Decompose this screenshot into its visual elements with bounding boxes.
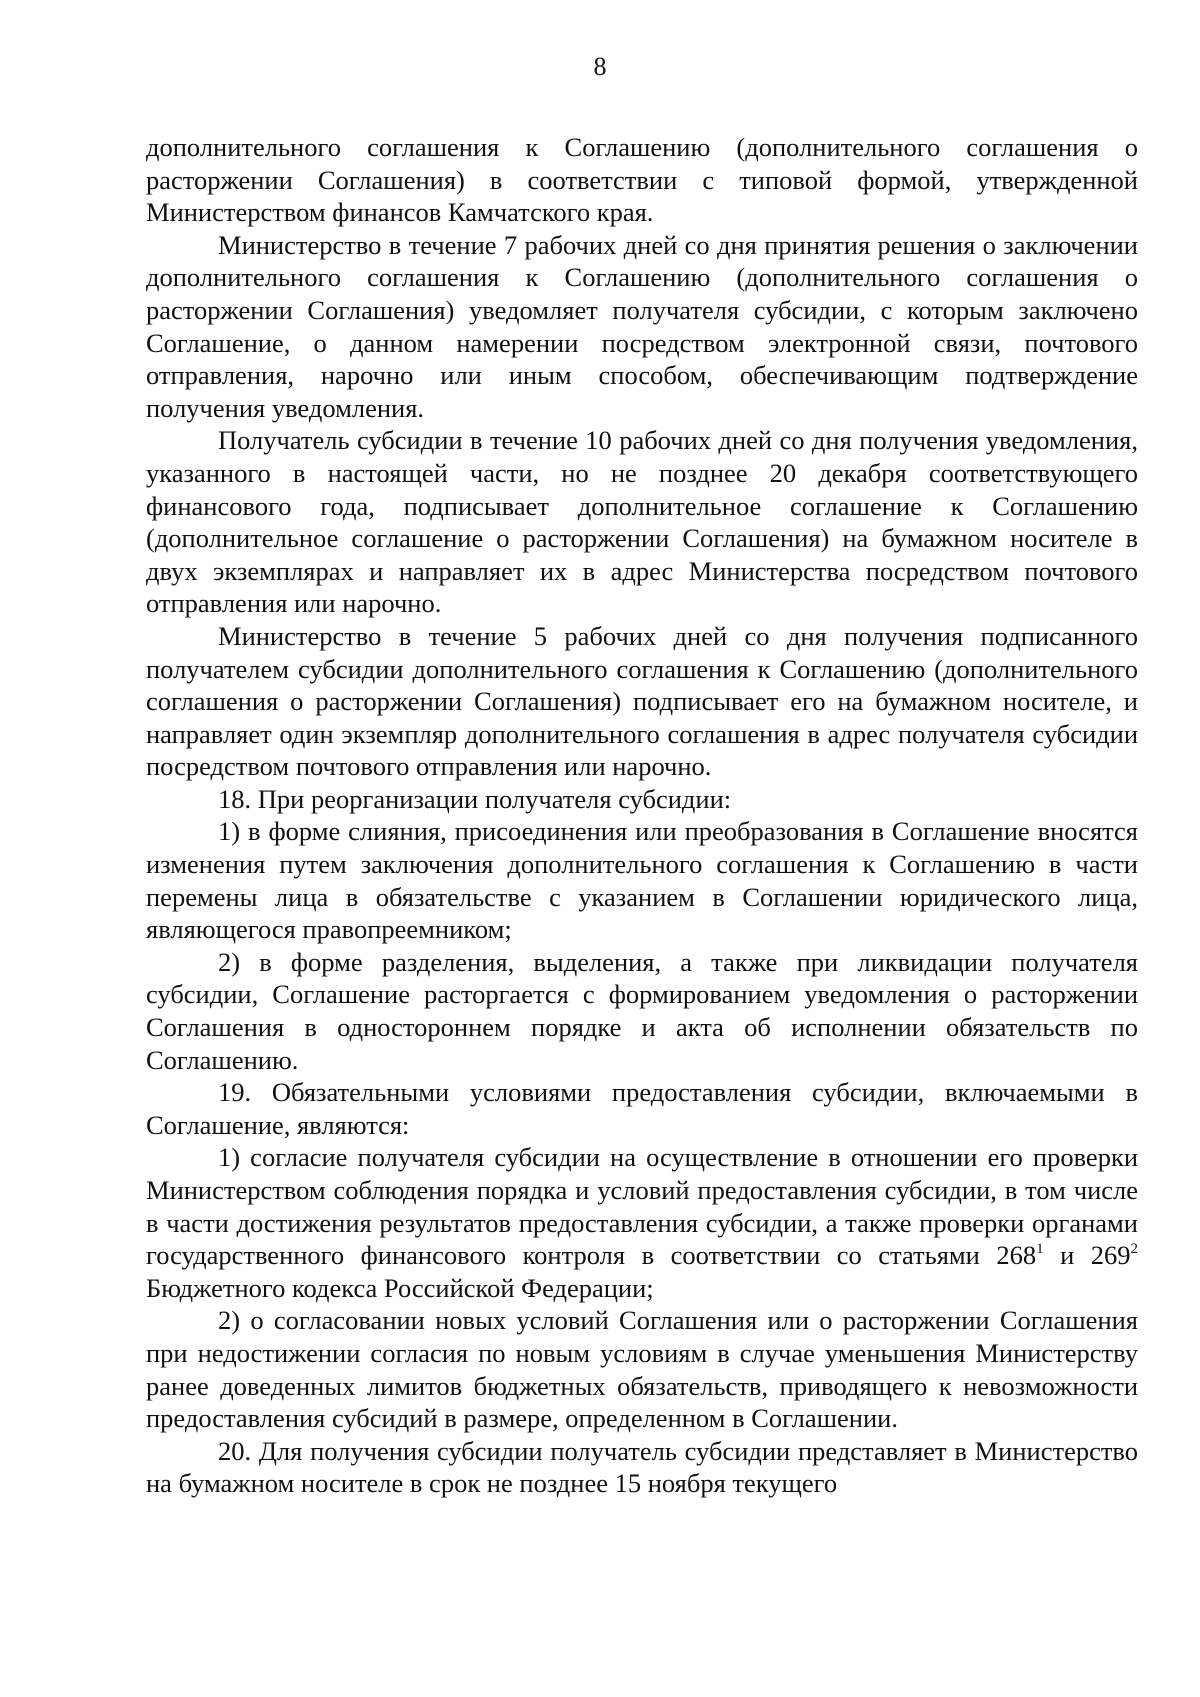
page-number: 8 xyxy=(593,52,607,81)
document-body xyxy=(146,131,1138,1500)
paragraph-ministry-notification: Министерство в течение 7 рабочих дней со дня принятия решения о заключении дополнительного соглашения к Соглашению (дополнительного соглашения о расторжении Соглашения) уведомляет получателя субсидии, с которым заключено Соглашение, о данном намерении посредством электронной связи, почтового отправления, нарочно или иным способом, обеспечивающим подтверждение получения уведомления. xyxy=(146,229,1138,423)
paragraph-item-19-heading: 19. Обязательными условиями предоставления субсидии, включаемыми в Соглашение, являются: xyxy=(146,1077,1138,1140)
paragraph-recipient-signing: Получатель субсидии в течение 10 рабочих дней со дня получения уведомления, указанного в настоящей части, но не позднее 20 декабря соответствующего финансового года, подписывает дополнительное соглашение к Соглашению (дополнительное соглашение о расторжении Соглашения) на бумажном носителе в двух экземплярах и направляет их в адрес Министерства посредством почтового отправления или нарочно. xyxy=(146,425,1138,619)
article-268-superscript: 1 xyxy=(1036,1241,1044,1258)
paragraph-item-18-2: 2) в форме разделения, выделения, а также при ликвидации получателя субсидии, Соглашение расторгается с формированием уведомления о расторжении Соглашения в одностороннем порядке и акта об исполнении обязательств по Соглашению. xyxy=(146,946,1138,1075)
item-19-1-text-before: 1) согласие получателя субсидии на осуществление в отношении его проверки Министерством соблюдения порядка и условий предоставления субсидии, в том числе в части достижения результатов предоставления субсидии, а также проверки органами государственного финансового контроля в соответствии со статьями 268 xyxy=(146,1142,1138,1271)
paragraph-ministry-signing: Министерство в течение 5 рабочих дней со дня получения подписанного получателем субсидии дополнительного соглашения к Соглашению (дополнительного соглашения о расторжении Соглашения) подписывает его на бумажном носителе, и направляет один экземпляр дополнительного соглашения в адрес получателя субсидии посредством почтового отправления или нарочно. xyxy=(146,620,1138,782)
item-19-1-text-after: Бюджетного кодекса Российской Федерации; xyxy=(146,1272,654,1303)
paragraph-item-19-2: 2) о согласовании новых условий Соглашения или о расторжении Соглашения при недостижении согласия по новым условиям в случае уменьшения Министерству ранее доведенных лимитов бюджетных обязательств, приводящего к невозможности предоставления субсидий в размере, определенном в Соглашении. xyxy=(146,1305,1138,1434)
paragraph-item-18-heading: 18. При реорганизации получателя субсидии: xyxy=(218,783,732,814)
paragraph-item-19-1 xyxy=(146,1141,1138,1304)
paragraph-item-18-1: 1) в форме слияния, присоединения или преобразования в Соглашение вносятся изменения путем заключения дополнительного соглашения к Соглашению в части перемены лица в обязательстве с указанием в Соглашении юридического лица, являющегося правопреемником; xyxy=(146,816,1138,945)
article-269-superscript: 2 xyxy=(1130,1241,1138,1258)
paragraph-item-20: 20. Для получения субсидии получатель субсидии представляет в Министерство на бумажном носителе в срок не позднее 15 ноября текущего xyxy=(146,1435,1138,1499)
item-19-1-text-middle: и 269 xyxy=(1043,1240,1131,1271)
paragraph-continuation: дополнительного соглашения к Соглашению (дополнительного соглашения о расторжении Соглашения) в соответствии с типовой формой, утвержденной Министерством финансов Камчатского края. xyxy=(146,132,1138,228)
